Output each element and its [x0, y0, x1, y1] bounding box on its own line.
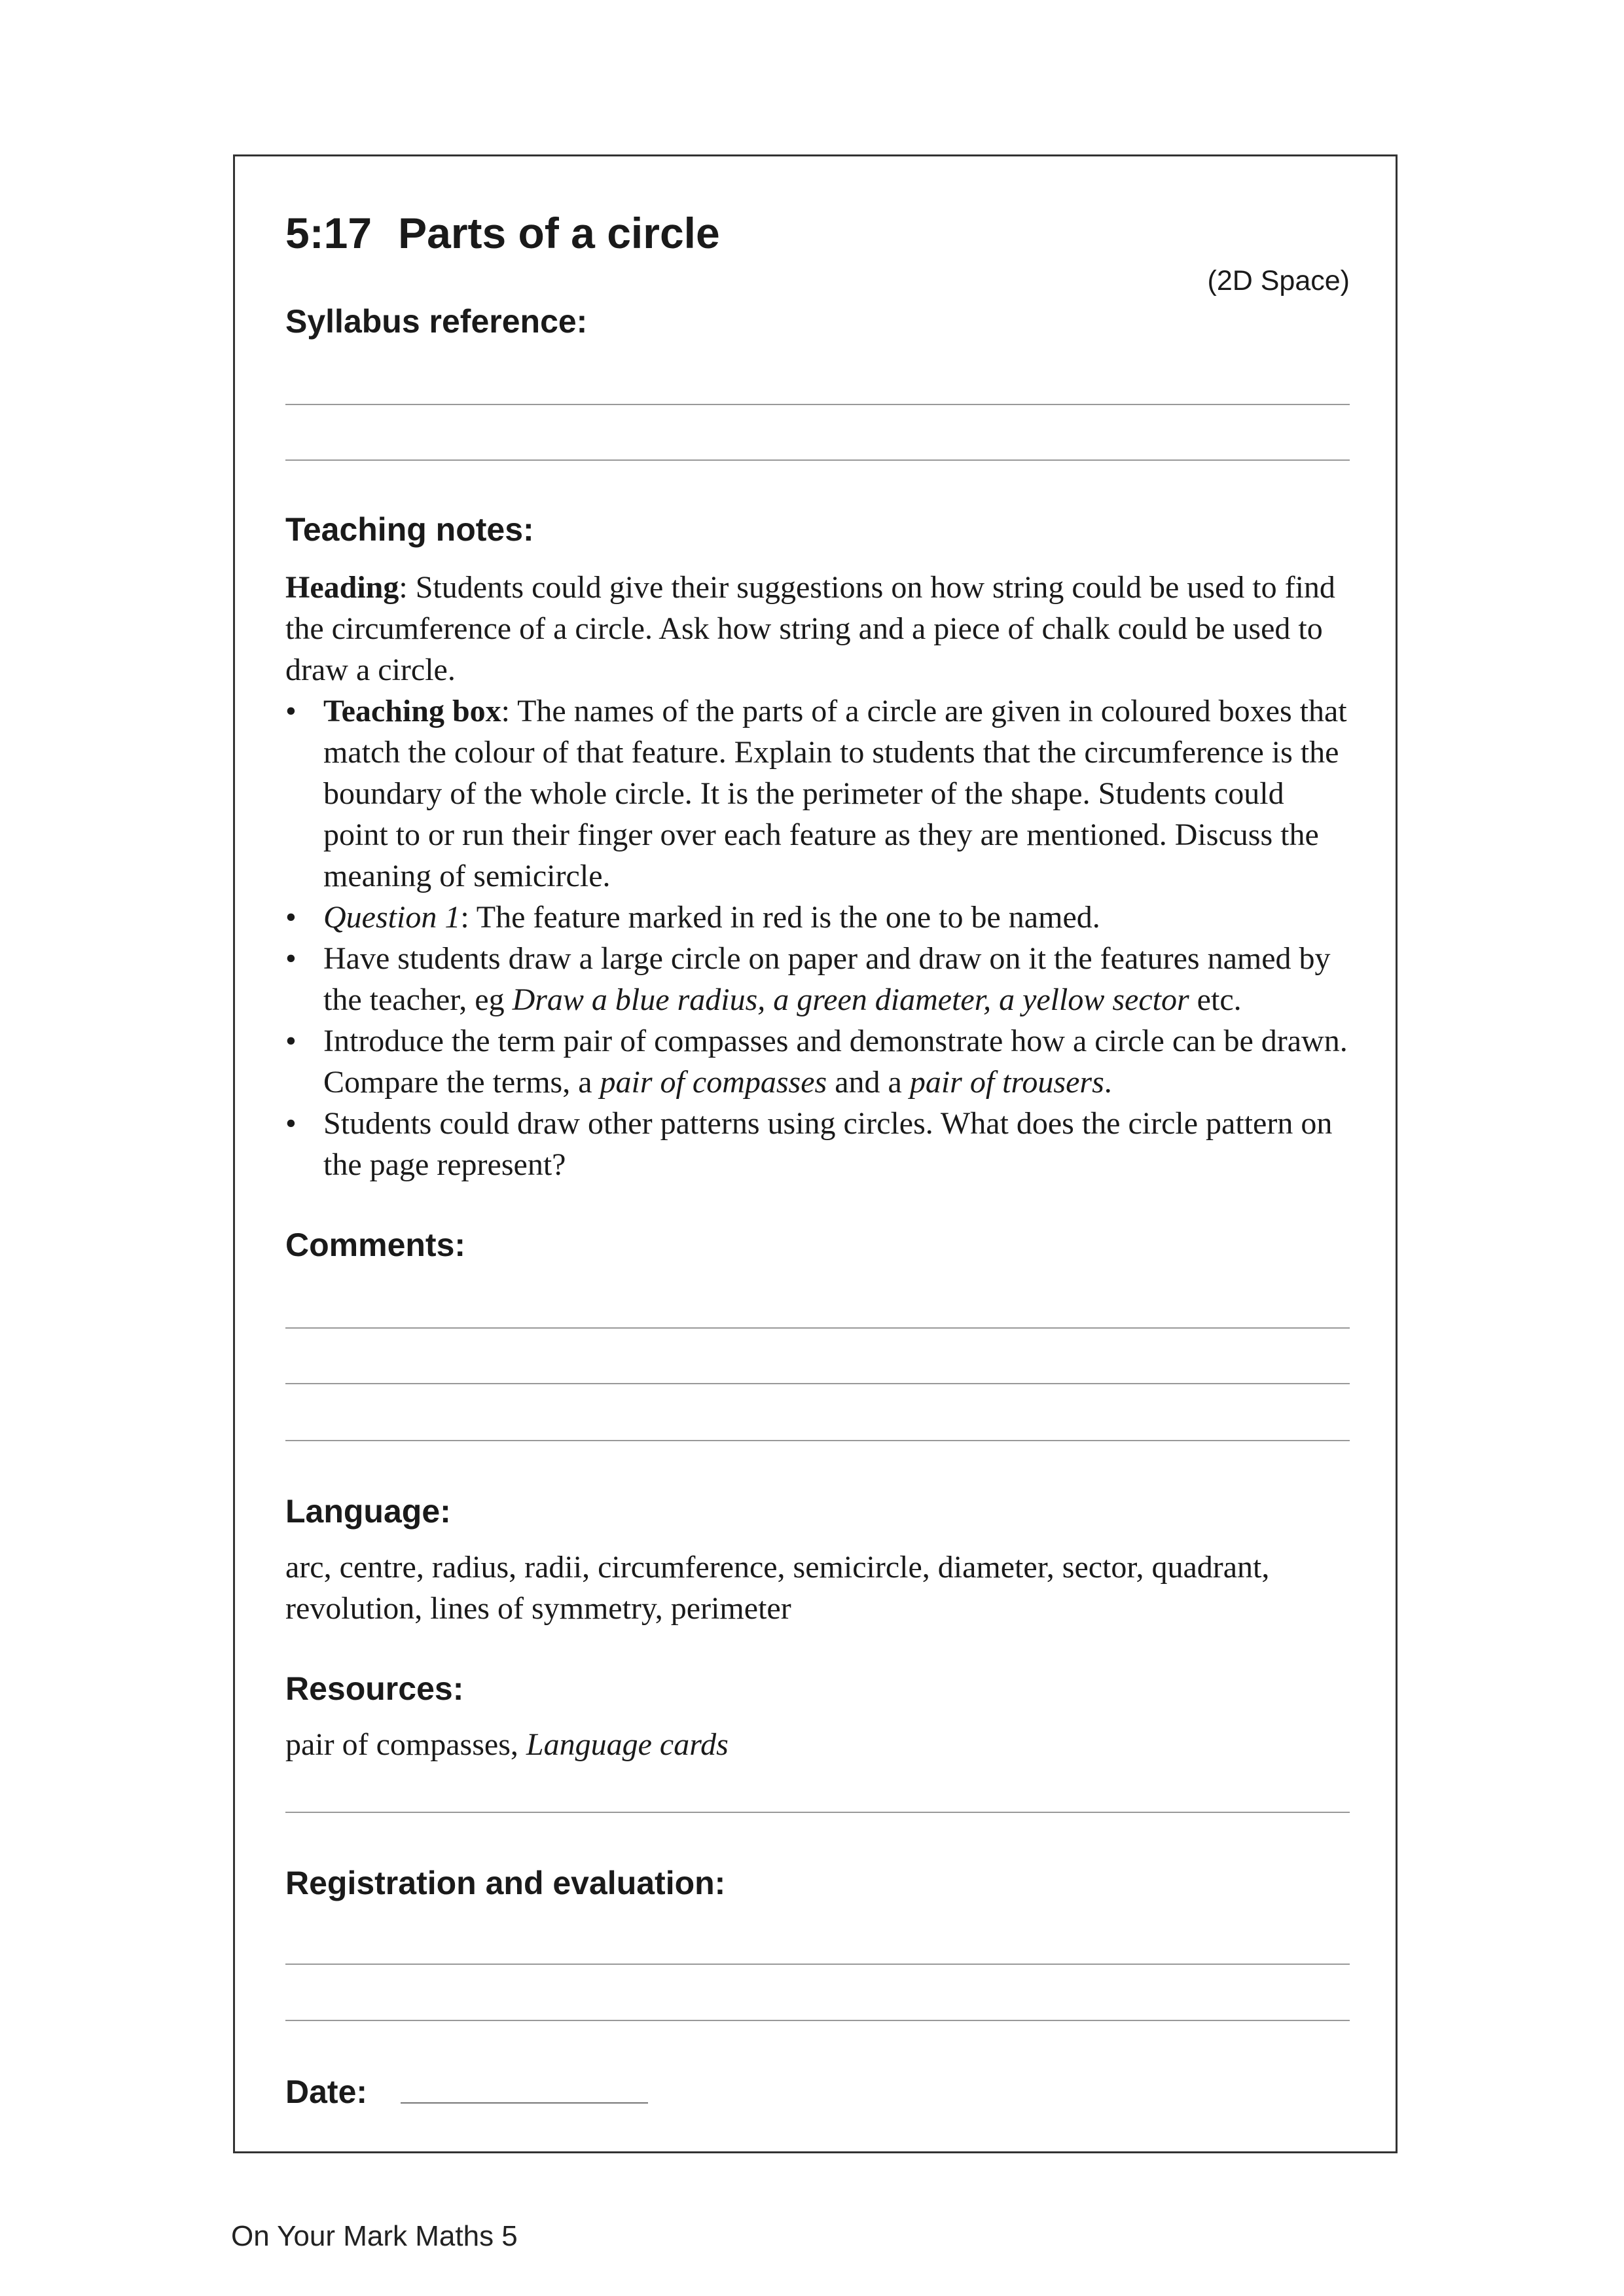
- comments-line-1[interactable]: [285, 1327, 1350, 1329]
- lesson-title: Parts of a circle: [398, 209, 720, 257]
- teaching-notes-intro: [285, 567, 1352, 691]
- bullet-glyph: •: [285, 941, 297, 976]
- list-item-emphasis: Draw a blue radius, a green diameter, a yellow sector: [512, 982, 1189, 1017]
- syllabus-heading: Syllabus reference:: [285, 303, 588, 340]
- date-label: Date:: [285, 2073, 368, 2110]
- list-item: [285, 897, 1352, 938]
- bullet-glyph: •: [285, 900, 297, 935]
- resources-line[interactable]: [285, 1812, 1350, 1813]
- list-item-text: Have students draw a large circle on paper and draw on it the features named by the teacher, eg: [323, 941, 1331, 1017]
- list-item: [285, 1103, 1352, 1185]
- list-item-text: Students could draw other patterns using circles. What does the circle pattern on the page represent?: [323, 1106, 1333, 1182]
- syllabus-line-1[interactable]: [285, 404, 1350, 405]
- list-item-text: : The names of the parts of a circle are given in coloured boxes that match the colour of that feature. Explain to students that the circumference is the boundary of the whole circle. It is the perimeter of the shape. Students could point to or run their finger over each feature as they are mentioned. Discuss the meaning of semicircle.: [323, 694, 1347, 893]
- resources-text: [285, 1724, 1352, 1765]
- teaching-notes-heading: Teaching notes:: [285, 511, 534, 548]
- list-item: [285, 938, 1352, 1020]
- resources-items: pair of compasses,: [285, 1727, 526, 1762]
- language-heading: Language:: [285, 1493, 451, 1530]
- bullet-glyph: •: [285, 694, 297, 728]
- registration-line-2[interactable]: [285, 2020, 1350, 2021]
- bullet-glyph: •: [285, 1106, 297, 1141]
- teaching-notes-body: [285, 567, 1352, 1185]
- comments-heading: Comments:: [285, 1227, 466, 1263]
- comments-line-3[interactable]: [285, 1440, 1350, 1441]
- list-item-label: Teaching box: [323, 694, 501, 728]
- intro-text: : Students could give their suggestions on how string could be used to find the circumference of a circle. Ask how string and a piece of chalk could be used to draw a circle.: [285, 570, 1335, 687]
- language-text: arc, centre, radius, radii, circumference, semicircle, diameter, sector, quadrant, revolution, lines of symmetry, perimeter: [285, 1550, 1270, 1626]
- footer-text: On Your Mark Maths 5: [231, 2220, 518, 2252]
- registration-line-1[interactable]: [285, 1964, 1350, 1965]
- bullet-glyph: •: [285, 1024, 297, 1058]
- lesson-number: 5:17: [285, 209, 372, 257]
- list-item-text-end: etc.: [1189, 982, 1242, 1017]
- list-item-label: Question 1: [323, 900, 461, 935]
- comments-line-2[interactable]: [285, 1383, 1350, 1384]
- list-item-text: Introduce the term pair of compasses and demonstrate how a circle can be drawn. Compare the terms, a: [323, 1024, 1348, 1100]
- list-item-text-mid: and a: [827, 1065, 910, 1100]
- list-item: [285, 1020, 1352, 1103]
- teaching-notes-list: [285, 691, 1352, 1185]
- resources-heading: Resources:: [285, 1670, 464, 1707]
- list-item-text-end: .: [1104, 1065, 1112, 1100]
- resources-emphasis: Language cards: [526, 1727, 729, 1762]
- registration-heading: Registration and evaluation:: [285, 1865, 726, 1901]
- list-item-emphasis-1: pair of compasses: [600, 1065, 827, 1100]
- list-item-emphasis-2: pair of trousers: [909, 1065, 1104, 1100]
- syllabus-line-2[interactable]: [285, 459, 1350, 461]
- list-item: [285, 691, 1352, 897]
- intro-label: Heading: [285, 570, 399, 605]
- date-field[interactable]: [401, 2102, 648, 2104]
- page-title: [285, 208, 720, 258]
- strand-label: (2D Space): [1207, 265, 1350, 296]
- list-item-text: : The feature marked in red is the one to be named.: [460, 900, 1100, 935]
